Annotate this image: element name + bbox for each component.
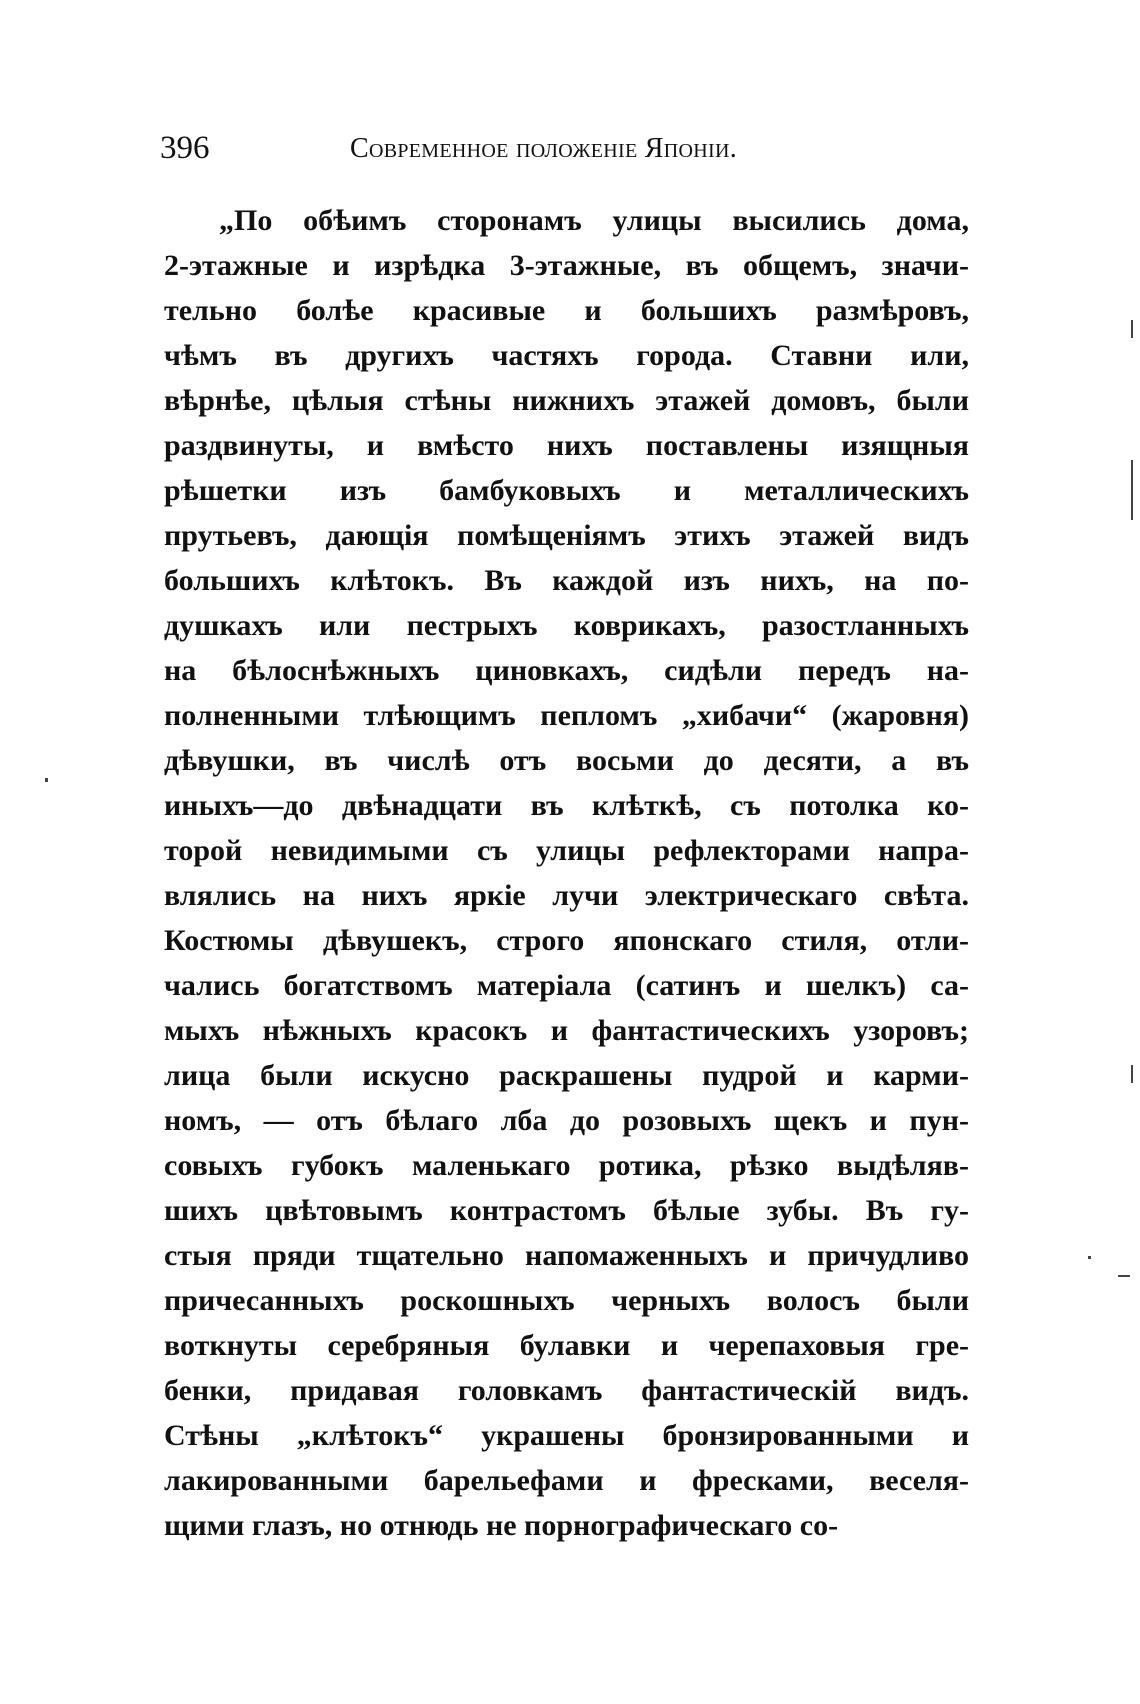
text-line: вѣрнѣе, цѣлыя стѣны нижнихъ этажей домовъ, были: [164, 384, 969, 417]
text-line: щими глазъ, но отнюдь не порнографическаго со-: [164, 1509, 839, 1542]
text-line: полненными тлѣющимъ пепломъ „хибачи“ (жаровня): [164, 699, 969, 732]
text-line: на бѣлоснѣжныхъ циновкахъ, сидѣли передъ на-: [164, 654, 969, 687]
scan-mark: [1131, 1065, 1133, 1083]
text-line: тельно болѣе красивые и большихъ размѣровъ,: [164, 294, 969, 327]
text-line: причесанныхъ роскошныхъ черныхъ волосъ были: [164, 1284, 969, 1317]
text-line: Костюмы дѣвушекъ, строго японскаго стиля, отли-: [164, 924, 969, 957]
text-line: номъ, — отъ бѣлаго лба до розовыхъ щекъ и пун-: [164, 1104, 969, 1137]
text-line: рѣшетки изъ бамбуковыхъ и металлическихъ: [164, 474, 969, 507]
page-number: 396: [160, 130, 210, 166]
scan-mark: [1118, 1275, 1130, 1277]
running-title: Современное положеніе Японіи.: [350, 133, 738, 164]
text-line: иныхъ—до двѣнадцати въ клѣткѣ, съ потолка ко-: [164, 789, 969, 822]
text-line: дѣвушки, въ числѣ отъ восьми до десяти, а въ: [164, 744, 969, 777]
scan-mark: [1131, 320, 1133, 338]
text-line: Стѣны „клѣтокъ“ украшены бронзированными и: [164, 1419, 969, 1452]
text-line: шихъ цвѣтовымъ контрастомъ бѣлые зубы. Въ гу-: [164, 1194, 969, 1227]
text-line: мыхъ нѣжныхъ красокъ и фантастическихъ узоровъ;: [164, 1014, 969, 1047]
text-line: лакированными барельефами и фресками, веселя-: [164, 1464, 969, 1497]
text-line: стыя пряди тщательно напомаженныхъ и причудливо: [164, 1239, 969, 1272]
scan-mark: [1088, 1256, 1091, 1259]
scan-mark: [1131, 460, 1133, 520]
text-line: большихъ клѣтокъ. Въ каждой изъ нихъ, на по-: [164, 564, 969, 597]
text-line: чались богатствомъ матеріала (сатинъ и шелкъ) са-: [164, 969, 969, 1002]
text-line: бенки, придавая головкамъ фантастическій видъ.: [164, 1374, 969, 1407]
text-line: 2-этажные и изрѣдка 3-этажные, въ общемъ, значи-: [164, 249, 969, 282]
text-line: прутьевъ, дающія помѣщеніямъ этихъ этажей видъ: [164, 519, 969, 552]
scan-mark: [45, 778, 48, 782]
text-line: чѣмъ въ другихъ частяхъ города. Ставни или,: [164, 339, 969, 372]
text-line: совыхъ губокъ маленькаго ротика, рѣзко выдѣляв-: [164, 1149, 969, 1182]
text-line: душкахъ или пестрыхъ коврикахъ, разостланныхъ: [164, 609, 969, 642]
text-line: воткнуты серебряныя булавки и черепаховыя гре-: [164, 1329, 969, 1362]
text-line: раздвинуты, и вмѣсто нихъ поставлены изящныя: [164, 429, 969, 462]
text-line: лица были искусно раскрашены пудрой и карми-: [164, 1059, 969, 1092]
text-line: торой невидимыми съ улицы рефлекторами напра-: [164, 834, 969, 867]
text-line: влялись на нихъ яркіе лучи электрическаго свѣта.: [164, 879, 969, 912]
text-line: „По обѣимъ сторонамъ улицы высились дома,: [219, 204, 969, 237]
body-text: [164, 198, 969, 1548]
